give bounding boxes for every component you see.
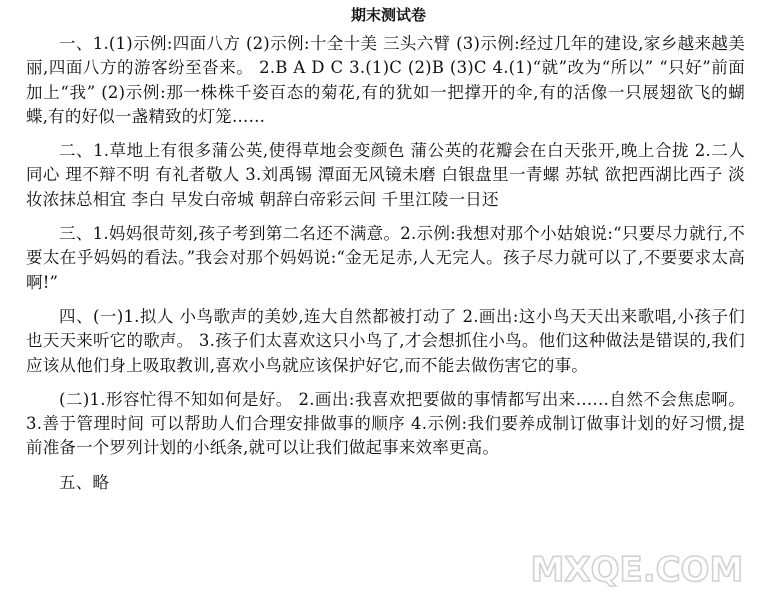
answer-section-4-part-1: 四、(一)1.拟人 小鸟歌声的美妙,连大自然都被打动了 2.画出:这小鸟天天出来歌唱,小孩子们也天天来听它的歌声。 3.孩子们太喜欢这只小鸟了,才会想抓住小鸟。他们这种做法是错误的,我们应该从他们身上吸取教训,喜欢小鸟就应该保护好它,而不能去做伤害它的事。 <box>26 306 745 375</box>
answer-section-3: 三、1.妈妈很苛刻,孩子考到第二名还不满意。2.示例:我想对那个小姑娘说:“只要尽力就行,不要太在乎妈妈的看法。”我会对那个妈妈说:“金无足赤,人无完人。孩子尽力就可以了,不要要求太高啊!” <box>26 224 745 292</box>
answer-section-4-part-2: (二)1.形容忙得不知如何是好。 2.画出:我喜欢把要做的事情都写出来……自然不会焦虑啊。 3.善于管理时间 可以帮助人们合理安排做事的顺序 4.示例:我们要养成制订做事计划的好习惯,提前准备一个罗列计划的小纸条,就可以让我们做起事来效率更高。 <box>26 389 745 458</box>
answer-section-1: 一、1.(1)示例:四面八方 (2)示例:十全十美 三头六臂 (3)示例:经过几年的建设,家乡越来越美丽,四面八方的游客纷至沓来。 2.B A D C 3.(1)C (2)B (3)C 4.(1)“就”改为“所以” “只好”前面加上“我” (2)示例:那一株株千姿百态的菊花,有的犹如一把撑开的伞,有的活像一只展翅欲飞的蝴蝶,有的好似一盏精致的灯笼…… <box>26 34 745 126</box>
page-title: 期末测试卷 <box>350 6 426 24</box>
answer-section-5: 五、略 <box>59 472 110 492</box>
watermark-text: MXQE.COM <box>530 550 744 590</box>
answer-section-2: 二、1.草地上有很多蒲公英,使得草地会变颜色 蒲公英的花瓣会在白天张开,晚上合拢 2.二人同心 理不辩不明 有礼者敬人 3.刘禹锡 潭面无风镜未磨 白银盘里一青螺 苏轼 欲把西湖比西子 淡妆浓抹总相宜 李白 早发白帝城 朝辞白帝彩云间 千里江陵一日还 <box>26 141 745 209</box>
